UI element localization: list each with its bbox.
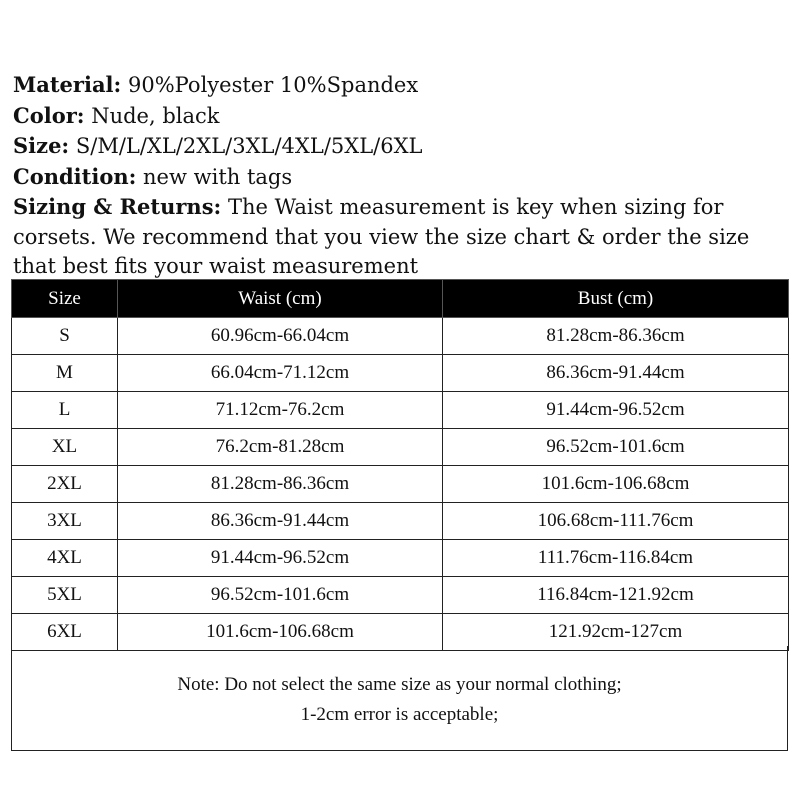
size-cell: S (12, 318, 118, 355)
waist-cell: 101.6cm-106.68cm (118, 614, 443, 651)
condition-line (13, 162, 793, 193)
bust-cell: 101.6cm-106.68cm (443, 466, 789, 503)
table-header-row (12, 280, 789, 318)
waist-cell: 60.96cm-66.04cm (118, 318, 443, 355)
sizing-returns-label: Sizing & Returns: (13, 194, 222, 219)
material-label: Material: (13, 72, 122, 97)
size-chart-table (11, 279, 789, 651)
waist-cell: 91.44cm-96.52cm (118, 540, 443, 577)
color-label: Color: (13, 102, 85, 128)
size-cell: 5XL (12, 577, 118, 614)
size-line (13, 131, 793, 162)
bust-cell: 91.44cm-96.52cm (443, 392, 789, 429)
condition-value: new with tags (136, 164, 293, 189)
size-cell: 6XL (12, 614, 118, 651)
table-row (12, 392, 789, 429)
size-cell: L (12, 392, 118, 429)
waist-column-header: Waist (cm) (118, 280, 443, 318)
size-cell: 2XL (12, 466, 118, 503)
bust-cell: 96.52cm-101.6cm (443, 429, 789, 466)
table-row (12, 614, 789, 651)
bust-cell: 121.92cm-127cm (443, 614, 789, 651)
color-value: Nude, black (84, 103, 220, 128)
table-row (12, 429, 789, 466)
waist-cell: 76.2cm-81.28cm (118, 429, 443, 466)
table-row (12, 503, 789, 540)
sizing-note (11, 646, 788, 751)
bust-column-header: Bust (cm) (443, 280, 789, 318)
waist-cell: 96.52cm-101.6cm (118, 577, 443, 614)
color-line (13, 101, 793, 132)
table-row (12, 318, 789, 355)
size-cell: 3XL (12, 503, 118, 540)
bust-cell: 111.76cm-116.84cm (443, 540, 789, 577)
sizing-returns-value: The Waist measurement is key when sizing for corsets. We recommend that you view the size chart & order the size that best fits your waist measurement (13, 195, 750, 278)
bust-cell: 86.36cm-91.44cm (443, 355, 789, 392)
sizing-returns-paragraph (13, 192, 793, 282)
note-line-2: 1-2cm error is acceptable; (300, 704, 499, 725)
size-cell: M (12, 355, 118, 392)
waist-cell: 81.28cm-86.36cm (118, 466, 443, 503)
waist-cell: 66.04cm-71.12cm (118, 355, 443, 392)
bust-cell: 81.28cm-86.36cm (443, 318, 789, 355)
size-cell: 4XL (12, 540, 118, 577)
size-label: Size: (13, 133, 70, 158)
bust-cell: 106.68cm-111.76cm (443, 503, 789, 540)
table-row (12, 577, 789, 614)
material-value: 90%Polyester 10%Spandex (121, 73, 419, 97)
table-row (12, 540, 789, 577)
product-specs (13, 70, 793, 282)
table-row (12, 466, 789, 503)
table-row (12, 355, 789, 392)
material-line (13, 70, 793, 101)
waist-cell: 71.12cm-76.2cm (118, 392, 443, 429)
size-value: S/M/L/XL/2XL/3XL/4XL/5XL/6XL (69, 134, 423, 158)
condition-label: Condition: (13, 163, 137, 189)
waist-cell: 86.36cm-91.44cm (118, 503, 443, 540)
size-column-header: Size (12, 280, 118, 318)
note-line-1: Note: Do not select the same size as your normal clothing; (177, 674, 622, 695)
size-cell: XL (12, 429, 118, 466)
bust-cell: 116.84cm-121.92cm (443, 577, 789, 614)
